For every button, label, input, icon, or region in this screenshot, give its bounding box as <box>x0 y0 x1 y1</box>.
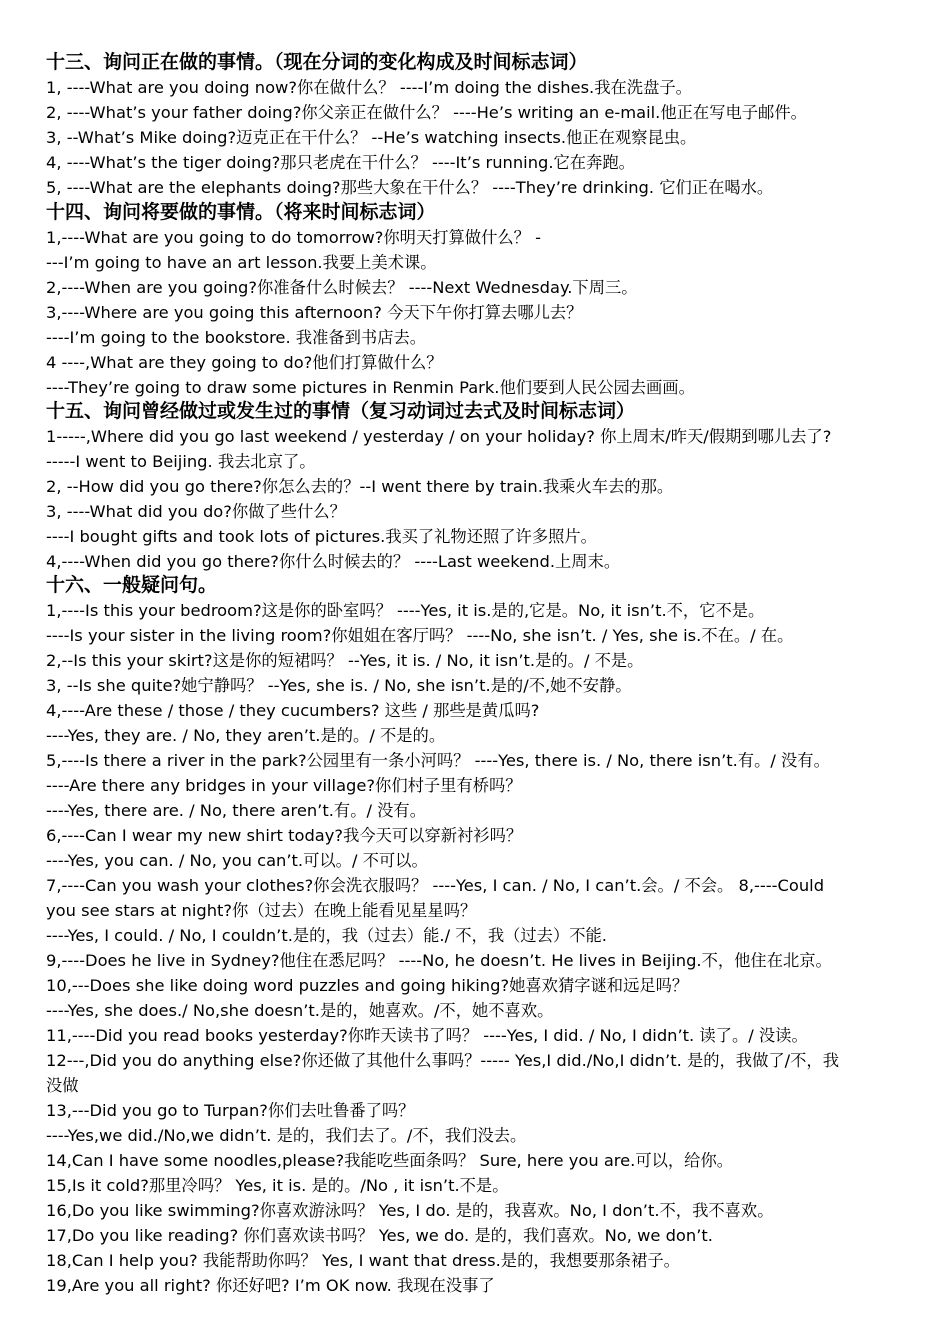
text-line: 2,----When are you going?你准备什么时候去？ ----Next Wednesday.下周三。 <box>46 278 638 297</box>
text-line: 3,----Where are you going this afternoon? 今天下午你打算去哪儿去？ <box>46 303 583 322</box>
text-line: 1,----What are you going to do tomorrow?你明天打算做什么？ - <box>46 228 541 247</box>
text-line: 2, ----What’s your father doing?你父亲正在做什么？ ----He’s writing an e-mail.他正在写电子邮件。 <box>46 103 807 122</box>
text-line: 5, ----What are the elephants doing?那些大象在干什么？ ----They’re drinking. 它们正在喝水。 <box>46 178 774 197</box>
text-line: ----Yes, there are. / No, there aren’t.有。/ 没有。 <box>46 801 426 820</box>
text-line: 没做 <box>46 1076 79 1095</box>
text-line: ----Yes,we did./No,we didn’t. 是的，我们去了。/不，我们没去。 <box>46 1126 527 1145</box>
text-line: 7,----Can you wash your clothes?你会洗衣服吗？ ----Yes, I can. / No, I can’t.会。/ 不会。 8,----Could <box>46 876 825 895</box>
text-line: 3, --What’s Mike doing?迈克正在干什么？ --He’s watching insects.他正在观察昆虫。 <box>46 128 697 147</box>
section-heading-16: 十六、一般疑问句。 <box>46 574 218 596</box>
section-heading-14: 十四、询问将要做的事情。（将来时间标志词） <box>46 201 436 223</box>
text-line: 2, --How did you go there?你怎么去的？--I went there by train.我乘火车去的那。 <box>46 477 674 496</box>
text-line: 14,Can I have some noodles,please?我能吃些面条吗？ Sure, here you are.可以，给你。 <box>46 1151 734 1170</box>
text-line: 1, ----What are you doing now?你在做什么？ ----I’m doing the dishes.我在洗盘子。 <box>46 78 692 97</box>
text-line: 13,---Did you go to Turpan?你们去吐鲁番了吗？ <box>46 1101 415 1120</box>
text-line: 19,Are you all right? 你还好吧? I’m OK now. 我现在没事了 <box>46 1276 495 1295</box>
text-line: 5,----Is there a river in the park?公园里有一条小河吗？ ----Yes, there is. / No, there isn’t.有。/ 没有。 <box>46 751 830 770</box>
text-line: 4 ----,What are they going to do?他们打算做什么？ <box>46 353 443 372</box>
section-heading-15: 十五、询问曾经做过或发生过的事情（复习动词过去式及时间标志词） <box>46 400 636 422</box>
text-line: you see stars at night?你（过去）在晚上能看见星星吗？ <box>46 901 477 920</box>
text-line: 3, --Is she quite?她宁静吗？ --Yes, she is. / No, she isn’t.是的/不,她不安静。 <box>46 676 632 695</box>
text-line: ----Are there any bridges in your village?你们村子里有桥吗？ <box>46 776 522 795</box>
section-heading-13: 十三、询问正在做的事情。（现在分词的变化构成及时间标志词） <box>46 51 588 73</box>
text-line: ----Yes, you can. / No, you can’t.可以。/ 不可以。 <box>46 851 428 870</box>
text-line: -----I went to Beijing. 我去北京了。 <box>46 452 316 471</box>
text-line: ----I bought gifts and took lots of pictures.我买了礼物还照了许多照片。 <box>46 527 597 546</box>
text-line: 10,---Does she like doing word puzzles and going hiking?她喜欢猜字谜和远足吗？ <box>46 976 689 995</box>
text-line: ---I’m going to have an art lesson.我要上美术课。 <box>46 253 437 272</box>
text-line: 1-----,Where did you go last weekend / yesterday / on your holiday? 你上周末/昨天/假期到哪儿去了? <box>46 427 832 446</box>
text-line: 2,--Is this your skirt?这是你的短裙吗？ --Yes, it is. / No, it isn’t.是的。/ 不是。 <box>46 651 644 670</box>
text-line: 3, ----What did you do?你做了些什么？ <box>46 502 346 521</box>
text-line: 16,Do you like swimming?你喜欢游泳吗？ Yes, I do. 是的，我喜欢。No, I don’t.不，我不喜欢。 <box>46 1201 774 1220</box>
text-line: ----Yes, I could. / No, I couldn’t.是的，我（过去）能./ 不，我（过去）不能. <box>46 926 607 945</box>
text-line: ----I’m going to the bookstore. 我准备到书店去。 <box>46 328 427 347</box>
text-line: 18,Can I help you? 我能帮助你吗？ Yes, I want that dress.是的，我想要那条裙子。 <box>46 1251 680 1270</box>
text-line: 1,----Is this your bedroom?这是你的卧室吗？ ----Yes, it is.是的,它是。No, it isn’t.不，它不是。 <box>46 601 765 620</box>
text-line: 4,----Are these / those / they cucumbers? 这些 / 那些是黄瓜吗? <box>46 701 540 720</box>
text-line: 17,Do you like reading? 你们喜欢读书吗？ Yes, we do. 是的，我们喜欢。No, we don’t. <box>46 1226 713 1245</box>
text-line: 4,----When did you go there?你什么时候去的？ ----Last weekend.上周末。 <box>46 552 621 571</box>
text-line: 9,----Does he live in Sydney?他住在悉尼吗？ ----No, he doesn’t. He lives in Beijing.不，他住在北京。 <box>46 951 832 970</box>
text-line: ----Is your sister in the living room?你姐姐在客厅吗？ ----No, she isn’t. / Yes, she is.不在。/ 在。 <box>46 626 794 645</box>
text-line: ----Yes, she does./ No,she doesn’t.是的，她喜欢。/不，她不喜欢。 <box>46 1001 554 1020</box>
text-line: 15,Is it cold?那里冷吗？ Yes, it is. 是的。/No , it isn’t.不是。 <box>46 1176 509 1195</box>
text-line: ----They’re going to draw some pictures in Renmin Park.他们要到人民公园去画画。 <box>46 378 695 397</box>
text-line: 6,----Can I wear my new shirt today?我今天可以穿新衬衫吗？ <box>46 826 523 845</box>
text-line: 12---,Did you do anything else?你还做了其他什么事吗？----- Yes,I did./No,I didn’t. 是的，我做了/不，我 <box>46 1051 839 1070</box>
text-line: 11,----Did you read books yesterday?你昨天读书了吗？ ----Yes, I did. / No, I didn’t. 读了。/ 没读。 <box>46 1026 808 1045</box>
text-line: 4, ----What’s the tiger doing?那只老虎在干什么？ ----It’s running.它在奔跑。 <box>46 153 635 172</box>
text-line: ----Yes, they are. / No, they aren’t.是的。/ 不是的。 <box>46 726 446 745</box>
